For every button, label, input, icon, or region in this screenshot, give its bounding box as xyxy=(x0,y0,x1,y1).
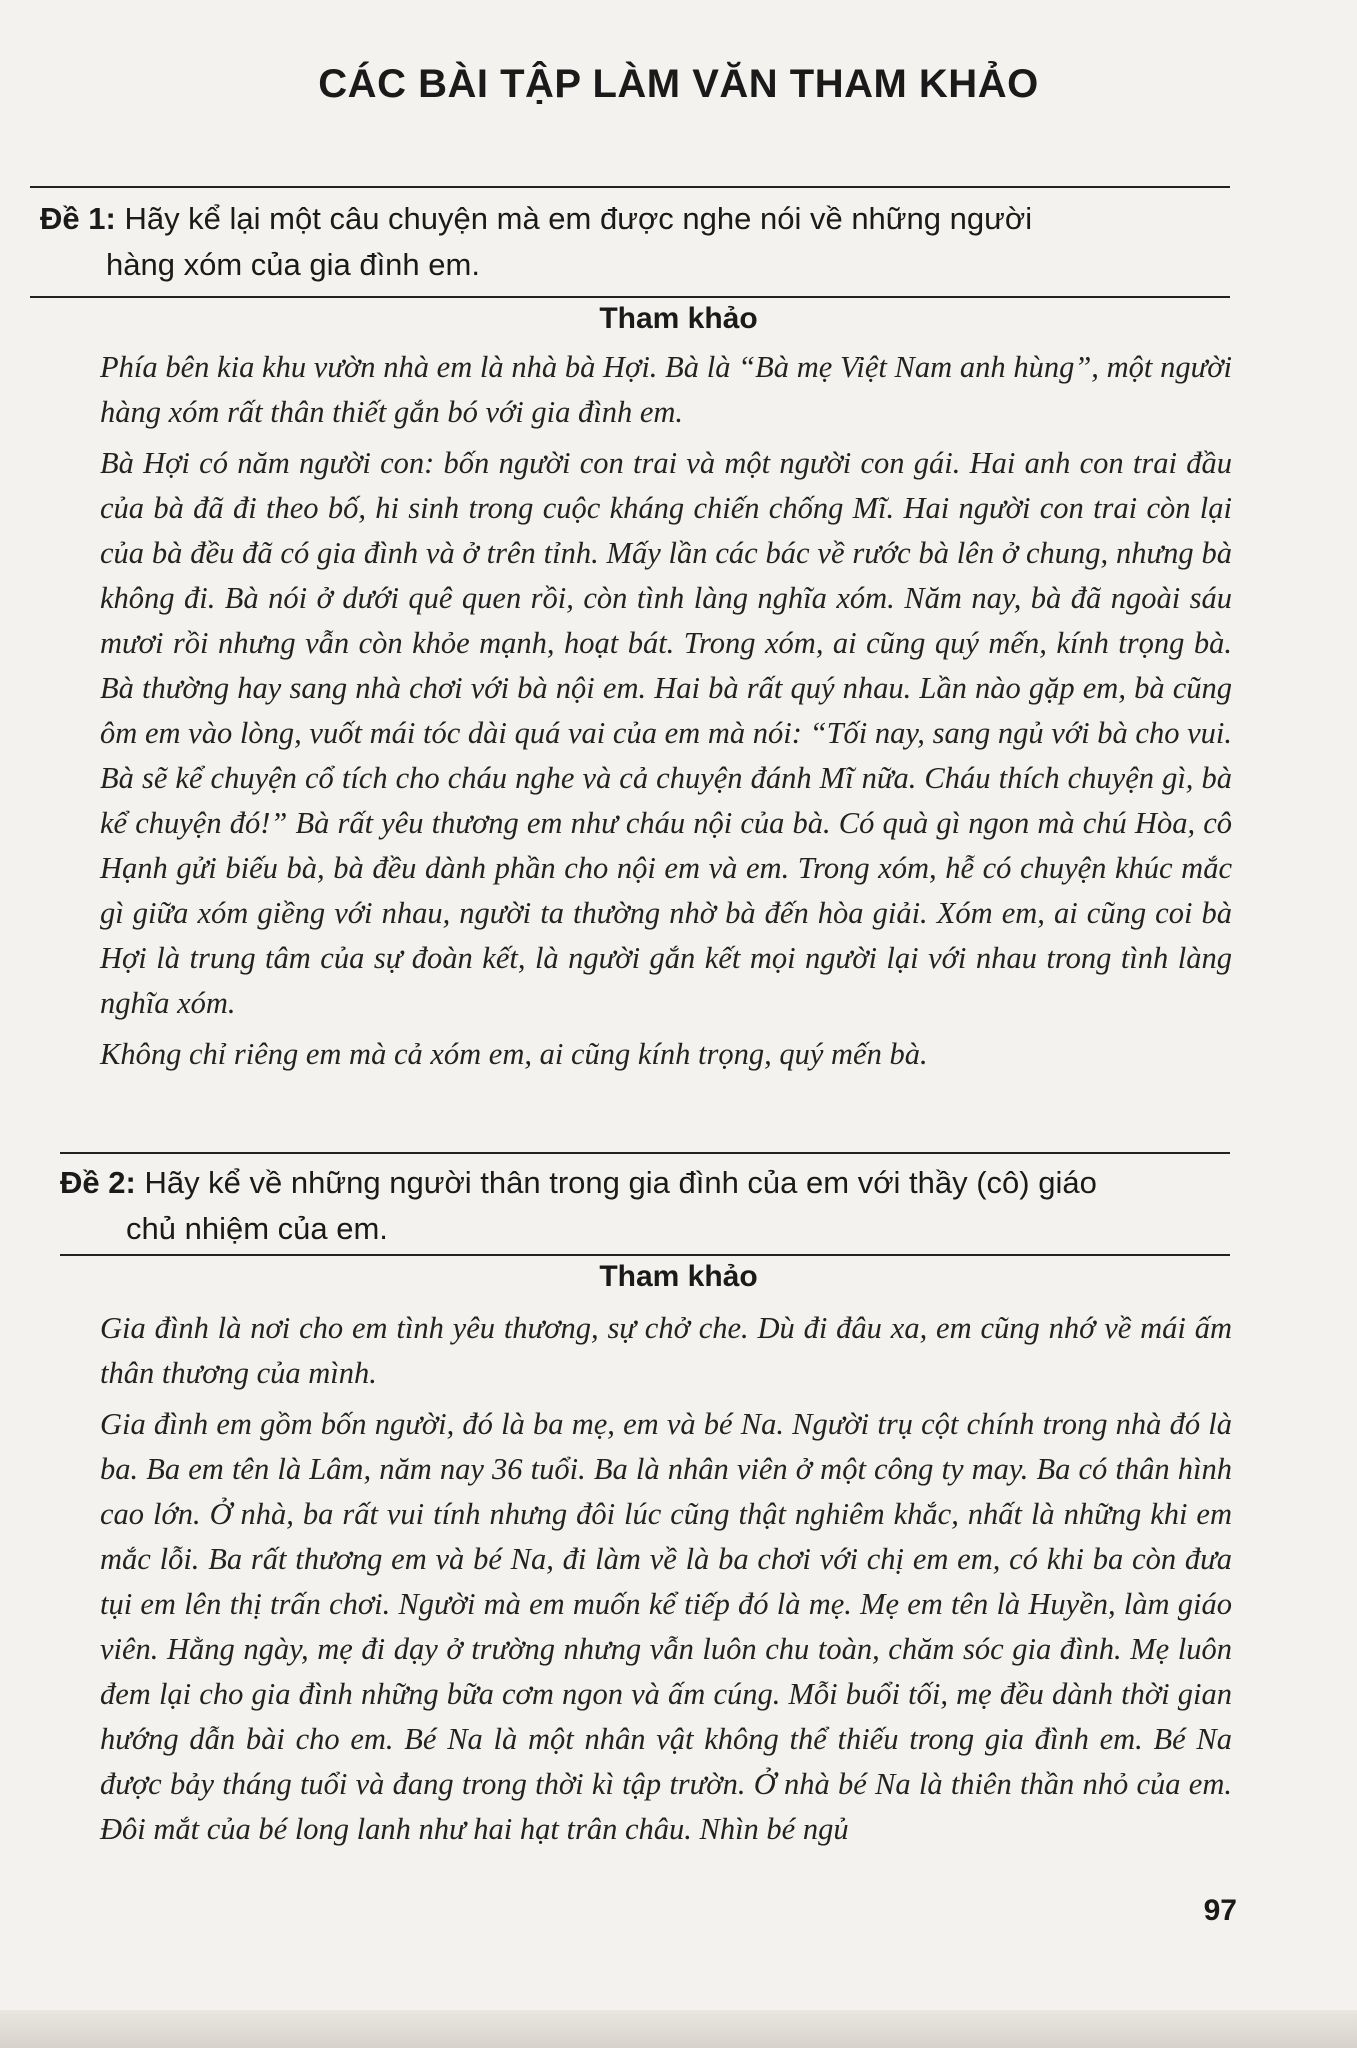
section-1-paragraph: Phía bên kia khu vườn nhà em là nhà bà Hợi. Bà là “Bà mẹ Việt Nam anh hùng”, một người hàng xóm rất thân thiết gắn bó với gia đình em. xyxy=(100,350,1232,429)
section-2-paragraph: Gia đình là nơi cho em tình yêu thương, sự chở che. Dù đi đâu xa, em cũng nhớ về mái ấm thân thương của mình. xyxy=(100,1311,1232,1390)
section-2-prompt xyxy=(60,1160,1240,1252)
section-2-prompt-line1: Hãy kể về những người thân trong gia đình của em với thầy (cô) giáo xyxy=(144,1165,1097,1200)
section-1-paragraph: Bà Hợi có năm người con: bốn người con trai và một người con gái. Hai anh con trai đầu của bà đã đi theo bố, hi sinh trong cuộc kháng chiến chống Mĩ. Hai người con trai còn lại của bà đều đã có gia đình và ở trên tỉnh. Mấy lần các bác về rước bà lên ở chung, nhưng bà không đi. Bà nói ở dưới quê quen rồi, còn tình làng nghĩa xóm. Năm nay, bà đã ngoài sáu mươi rồi nhưng vẫn còn khỏe mạnh, hoạt bát. Trong xóm, ai cũng quý mến, kính trọng bà. Bà thường hay sang nhà chơi với bà nội em. Hai bà rất quý nhau. Lần nào gặp em, bà cũng ôm em vào lòng, vuốt mái tóc dài quá vai của em mà nói: “Tối nay, sang ngủ với bà cho vui. Bà sẽ kể chuyện cổ tích cho cháu nghe và cả chuyện đánh Mĩ nữa. Cháu thích chuyện gì, bà kể chuyện đó!” Bà rất yêu thương em như cháu nội của bà. Có quà gì ngon mà chú Hòa, cô Hạnh gửi biếu bà, bà đều dành phần cho nội em và em. Trong xóm, hễ có chuyện khúc mắc gì giữa xóm giềng với nhau, người ta thường nhờ bà đến hòa giải. Xóm em, ai cũng coi bà Hợi là trung tâm của sự đoàn kết, là người gắn kết mọi người lại với nhau trong tình làng nghĩa xóm. xyxy=(100,446,1232,1020)
section-1-reference-heading: Tham khảo xyxy=(599,302,758,335)
section-1-top-rule xyxy=(30,186,1230,188)
section-1-paragraph: Không chỉ riêng em mà cả xóm em, ai cũng kính trọng, quý mến bà. xyxy=(100,1037,928,1071)
section-1-prompt-label: Đề 1: xyxy=(40,201,116,236)
page-number: 97 xyxy=(1203,1894,1237,1927)
section-2-reference-heading: Tham khảo xyxy=(599,1260,758,1293)
section-2-bottom-rule xyxy=(60,1254,1230,1256)
section-1-body xyxy=(100,345,1232,1083)
section-1-prompt-line2: hàng xóm của gia đình em. xyxy=(106,247,480,282)
section-2-body xyxy=(100,1306,1232,1858)
page-bottom-edge xyxy=(0,2010,1357,2048)
section-1-bottom-rule xyxy=(30,296,1230,298)
section-2-prompt-line2: chủ nhiệm của em. xyxy=(126,1211,388,1246)
section-1-prompt xyxy=(40,196,1240,288)
section-2-top-rule xyxy=(60,1152,1230,1154)
page-title: CÁC BÀI TẬP LÀM VĂN THAM KHẢO xyxy=(318,62,1039,106)
section-2-paragraph: Gia đình em gồm bốn người, đó là ba mẹ, em và bé Na. Người trụ cột chính trong nhà đó là ba. Ba em tên là Lâm, năm nay 36 tuổi. Ba là nhân viên ở một công ty may. Ba có thân hình cao lớn. Ở nhà, ba rất vui tính nhưng đôi lúc cũng thật nghiêm khắc, nhất là những khi em mắc lỗi. Ba rất thương em và bé Na, đi làm về là ba chơi với chị em em, có khi ba còn đưa tụi em lên thị trấn chơi. Người mà em muốn kể tiếp đó là mẹ. Mẹ em tên là Huyền, làm giáo viên. Hằng ngày, mẹ đi dạy ở trường nhưng vẫn luôn chu toàn, chăm sóc gia đình. Mẹ luôn đem lại cho gia đình những bữa cơm ngon và ấm cúng. Mỗi buổi tối, mẹ đều dành thời gian hướng dẫn bài cho em. Bé Na là một nhân vật không thể thiếu trong gia đình em. Bé Na được bảy tháng tuổi và đang trong thời kì tập trườn. Ở nhà bé Na là thiên thần nhỏ của em. Đôi mắt của bé long lanh như hai hạt trân châu. Nhìn bé ngủ xyxy=(100,1407,1232,1846)
section-1-prompt-line1: Hãy kể lại một câu chuyện mà em được nghe nói về những người xyxy=(124,201,1033,236)
section-2-prompt-label: Đề 2: xyxy=(60,1165,136,1200)
